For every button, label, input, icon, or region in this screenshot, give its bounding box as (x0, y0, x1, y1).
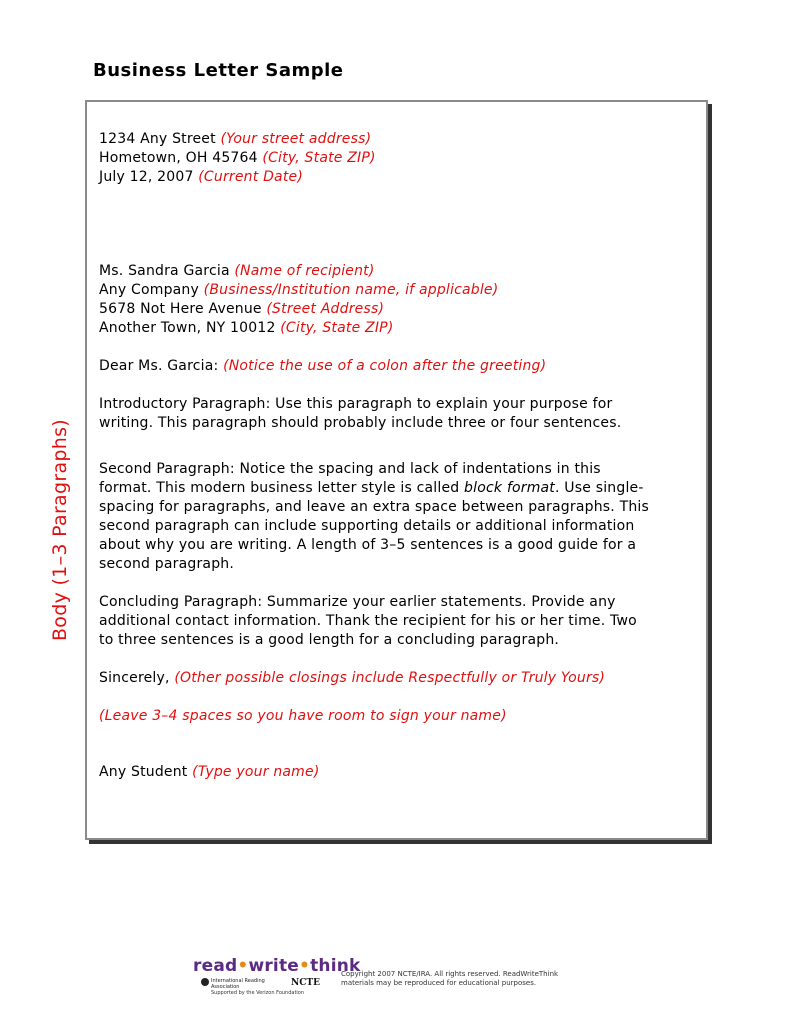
letter-content (99, 130, 699, 782)
sender-city-line (99, 149, 699, 168)
second-paragraph-line: about why you are writing. A length of 3–5 sentences is a good guide for a (99, 537, 637, 553)
intro-paragraph-line: Introductory Paragraph: Use this paragraph to explain your purpose for (99, 396, 613, 412)
signer-name: Any Student (99, 764, 188, 780)
second-paragraph-line: second paragraph can include supporting details or additional information (99, 518, 635, 534)
signature-space-note: (Leave 3–4 spaces so you have room to sign your name) (99, 708, 507, 724)
concluding-paragraph-line: Concluding Paragraph: Summarize your earlier statements. Provide any (99, 594, 616, 610)
letter-date: July 12, 2007 (99, 169, 194, 185)
footer (193, 956, 613, 1000)
signer-note: (Type your name) (192, 764, 320, 780)
sender-street: 1234 Any Street (99, 131, 216, 147)
concluding-paragraph-line: to three sentences is a good length for a concluding paragraph. (99, 632, 560, 648)
body-section-label: Body (1–3 Paragraphs) (49, 418, 71, 642)
second-paragraph-text: format. This modern business letter style is called (99, 480, 465, 496)
block-format-term: block format (464, 480, 555, 496)
recipient-company: Any Company (99, 282, 199, 298)
greeting: Dear Ms. Garcia: (99, 358, 219, 374)
recipient-city-note: (City, State ZIP) (280, 320, 394, 336)
intro-paragraph-line: writing. This paragraph should probably include three or four sentences. (99, 415, 622, 431)
sender-street-line (99, 130, 699, 149)
second-paragraph-line: spacing for paragraphs, and leave an extra space between paragraphs. This (99, 499, 649, 515)
recipient-company-line (99, 281, 699, 300)
concluding-paragraph-line: additional contact information. Thank the recipient for his or her time. Two (99, 613, 637, 629)
closing: Sincerely, (99, 670, 170, 686)
page-title: Business Letter Sample (93, 60, 344, 81)
sender-street-note: (Your street address) (220, 131, 372, 147)
date-note: (Current Date) (198, 169, 304, 185)
closing-note: (Other possible closings include Respectfully or Truly Yours) (174, 670, 606, 686)
readwritethink-logo: read•write•think (193, 956, 361, 976)
ncte-logo: NCTE (291, 978, 320, 988)
closing-line (99, 669, 699, 688)
recipient-company-note: (Business/Institution name, if applicable) (203, 282, 499, 298)
second-paragraph-text: . Use single- (555, 480, 644, 496)
ira-logo-text: International Reading Association (211, 978, 265, 990)
second-paragraph-line: Second Paragraph: Notice the spacing and lack of indentations in this (99, 461, 601, 477)
recipient-street-line (99, 300, 699, 319)
date-line (99, 168, 699, 187)
copyright-notice: Copyright 2007 NCTE/IRA. All rights reserved. ReadWriteThink materials may be reproduced for educational purposes. (341, 970, 559, 987)
greeting-note: (Notice the use of a colon after the greeting) (223, 358, 547, 374)
supported-by-text: Supported by the Verizon Foundation (211, 990, 305, 996)
second-paragraph-line: second paragraph. (99, 556, 235, 572)
recipient-name-line (99, 262, 699, 281)
sender-city: Hometown, OH 45764 (99, 150, 258, 166)
recipient-street: 5678 Not Here Avenue (99, 301, 262, 317)
recipient-street-note: (Street Address) (266, 301, 385, 317)
recipient-city: Another Town, NY 10012 (99, 320, 276, 336)
recipient-name: Ms. Sandra Garcia (99, 263, 230, 279)
signer-line (99, 763, 699, 782)
recipient-city-line (99, 319, 699, 338)
recipient-name-note: (Name of recipient) (234, 263, 375, 279)
ira-logo-icon (201, 978, 209, 986)
second-paragraph-line (99, 479, 699, 498)
greeting-line (99, 357, 699, 376)
sender-city-note: (City, State ZIP) (262, 150, 376, 166)
